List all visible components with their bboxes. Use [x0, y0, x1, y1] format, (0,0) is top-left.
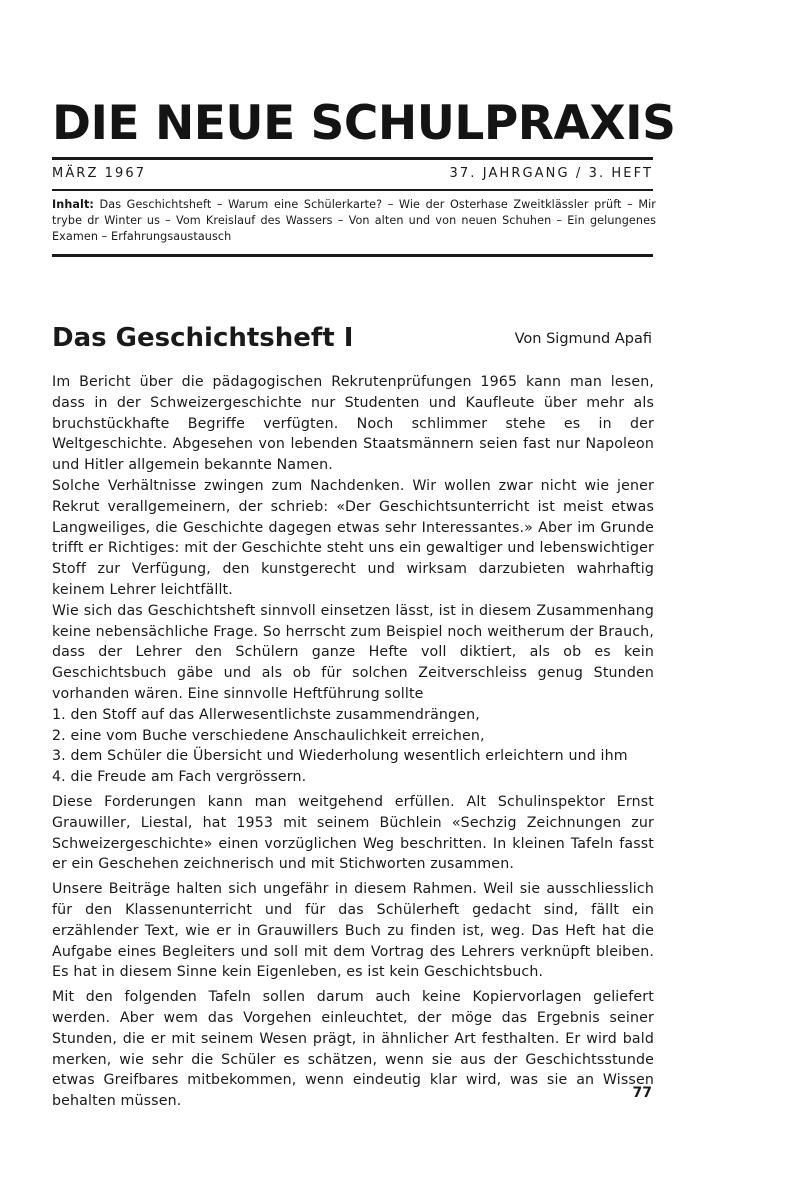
article-paragraph: Diese Forderungen kann man weitgehend erfüllen. Alt Schulinspektor Ernst Grauwiller, Liestal, hat 1953 mit seinem Büchlein «Sechzig Zeichnungen zur Schweizergeschichte» einen vorzüglichen Weg beschritten. In kleinen Tafeln fasst er ein Geschehen zeichnerisch und mit Stichworten zusammen.: [52, 793, 654, 873]
article-paragraph: Solche Verhältnisse zwingen zum Nachdenken. Wir wollen zwar nicht wie jener Rekrut verallgemeinern, der schrieb: «Der Geschichtsunterricht ist meist etwas Langweiliges, die Geschichte dagegen etwas sehr Interessantes.» Aber im Grunde trifft er Richtiges: mit der Geschichte steht uns ein gewaltiger und lebenswichtiger Stoff zur Verfügung, den kunstgerecht und wirksam darzubieten wahrhaftig keinem Lehrer leichtfällt.: [52, 477, 654, 598]
article-title: Das Geschichtsheft I: [52, 323, 354, 353]
list-item: 4. die Freude am Fach vergrössern.: [52, 769, 307, 786]
magazine-title: DIE NEUE SCHULPRAXIS: [52, 96, 676, 151]
article-byline: Von Sigmund Apafi: [514, 331, 652, 347]
issue-volume: 37. JAHRGANG / 3. HEFT: [449, 166, 653, 181]
issue-date: MÄRZ 1967: [52, 166, 147, 181]
contents-text: Das Geschichtsheft – Warum eine Schülerkarte? – Wie der Osterhase Zweitklässler prüft – Mir trybe dr Winter us – Vom Kreislauf des Wassers – Von alten und von neuen Schuhen – Ein gelungenes Examen – Erfahrungsaustausch: [52, 198, 656, 243]
requirements-list: [52, 705, 654, 788]
contents-label: Inhalt:: [52, 198, 94, 211]
contents-rule-bottom: [52, 254, 653, 257]
article-paragraph: Im Bericht über die pädagogischen Rekrutenprüfungen 1965 kann man lesen, dass in der Schweizergeschichte nur Studenten und Kaufleute über mehr als bruchstückhafte Begriffe verfügten. Noch schlimmer stehe es in der Weltgeschichte. Abgesehen von lebenden Staatsmännern seien fast nur Napoleon und Hitler allgemein bekannte Namen.: [52, 374, 654, 474]
list-item: 3. dem Schüler die Übersicht und Wiederholung wesentlich erleichtern und ihm: [52, 748, 628, 765]
issue-rule: [52, 189, 653, 191]
article-body: [52, 372, 654, 1112]
table-of-contents: [52, 197, 656, 245]
article-paragraph: Mit den folgenden Tafeln sollen darum auch keine Kopiervorlagen geliefert werden. Aber wem das Vorgehen einleuchtet, der möge das Ergebnis seiner Stunden, die er mit seinem Wesen prägt, in ähnlicher Art festhalten. Er wird bald merken, wie sehr die Schüler es schätzen, wenn sie aus der Geschichtsstunde etwas Greifbares mitbekommen, wenn eindeutig klar wird, was sie an Wissen behalten müssen.: [52, 989, 654, 1110]
list-item: 1. den Stoff auf das Allerwesentlichste zusammendrängen,: [52, 706, 480, 723]
list-item: 2. eine vom Buche verschiedene Anschaulichkeit erreichen,: [52, 727, 485, 744]
masthead-rule-top: [52, 157, 653, 160]
article-paragraph: Unsere Beiträge halten sich ungefähr in diesem Rahmen. Weil sie ausschliesslich für den Klassenunterricht und für das Schülerheft gedacht sind, fällt ein erzählender Text, wie er in Grauwillers Buch zu finden ist, weg. Das Heft hat die Aufgabe eines Begleiters und soll mit dem Vortrag des Lehrers verknüpft bleiben. Es hat in diesem Sinne kein Eigenleben, es ist kein Geschichtsbuch.: [52, 881, 654, 981]
issue-info-row: [52, 164, 653, 184]
page-number: 77: [632, 1085, 652, 1101]
article-paragraph: Wie sich das Geschichtsheft sinnvoll einsetzen lässt, ist in diesem Zusammenhang keine nebensächliche Frage. So herrscht zum Beispiel noch weitherum der Brauch, dass der Lehrer den Schülern ganze Hefte voll diktiert, als ob es kein Geschichtsbuch gäbe und als ob für solchen Zeitverschleiss genug Stunden vorhanden wären. Eine sinnvolle Heftführung sollte: [52, 602, 654, 702]
